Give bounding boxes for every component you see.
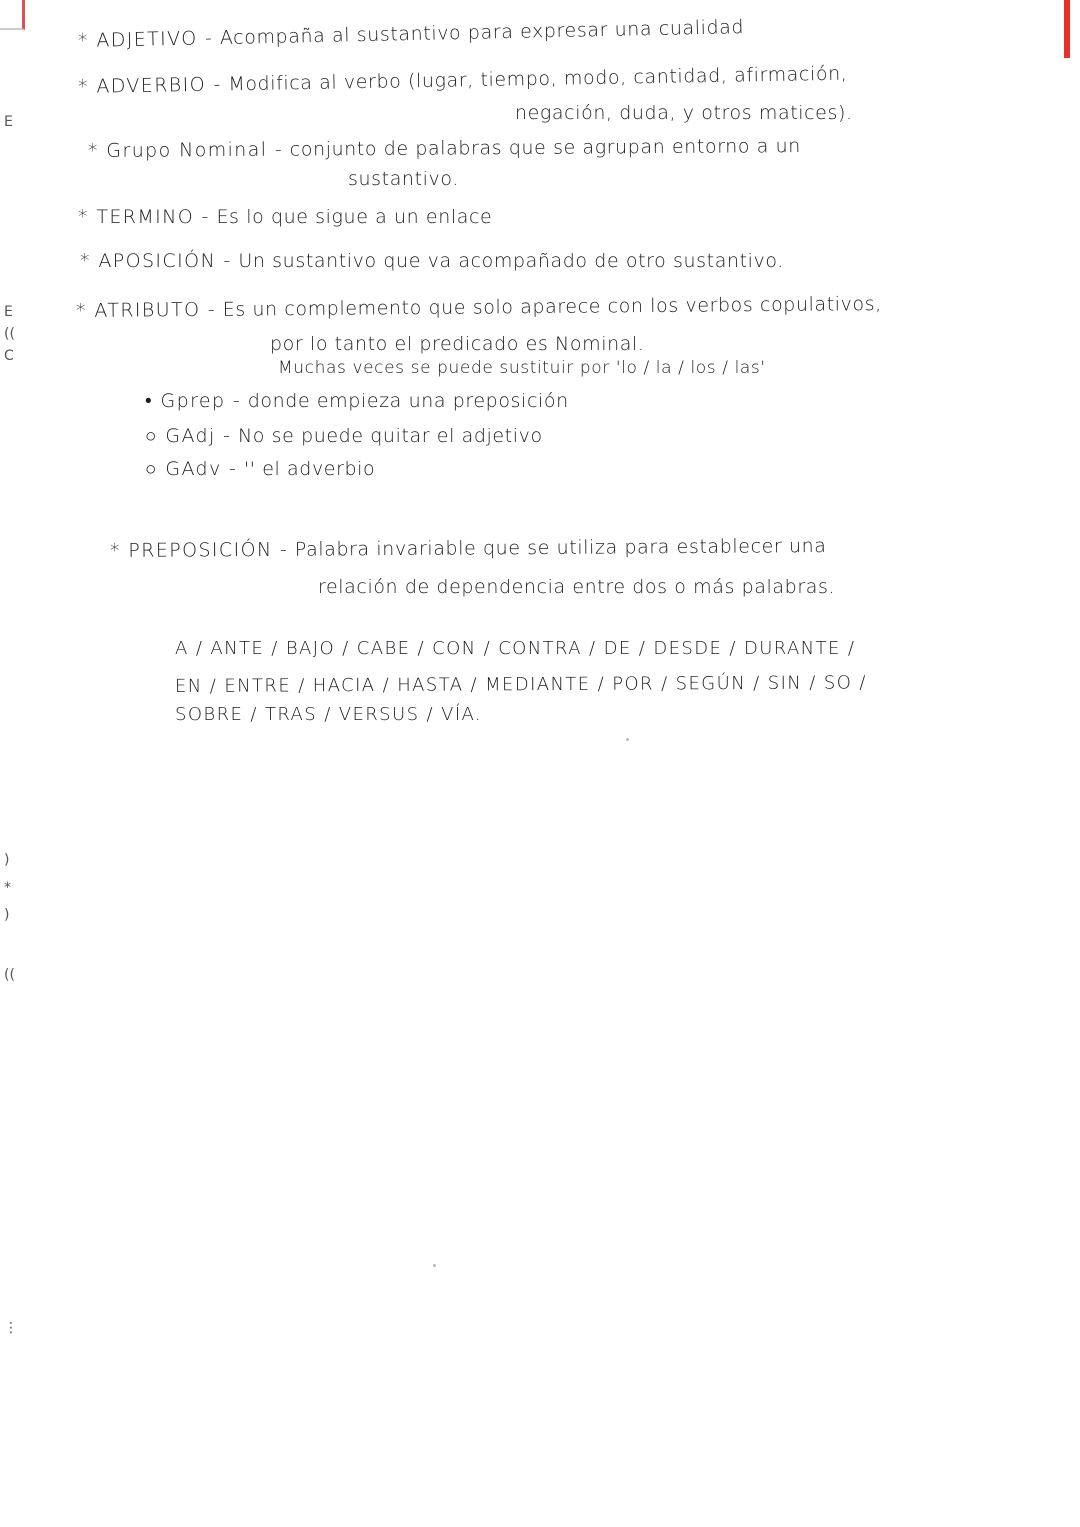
margin-mark: E [4,304,13,320]
note-grupo-nominal [88,135,801,162]
term: • Gprep - [145,390,242,412]
margin-mark: ⋮ [4,1320,18,1336]
term: ○ GAdj - [145,425,232,447]
definition: Acompaña al sustantivo para expresar una cualidad [219,16,745,50]
speck [433,1264,436,1267]
preposition-list-line: SOBRE / TRAS / VERSUS / VÍA. [175,704,483,725]
preposition-list-line: EN / ENTRE / HACIA / HASTA / MEDIANTE / POR / SEGÚN / SIN / SO / [174,672,867,697]
margin-mark: ) [4,852,10,868]
note-gadj [145,425,543,448]
margin-mark: * [4,880,11,896]
definition-continued: sustantivo. [348,168,459,190]
term: * ATRIBUTO - [75,298,217,322]
note-gadv [145,458,375,481]
preposition-list-line: A / ANTE / BAJO / CABE / CON / CONTRA / DE / DESDE / DURANTE / [175,638,856,659]
note-adverbio [78,63,848,98]
definition: Palabra invariable que se utiliza para establecer una [294,534,827,561]
definition: conjunto de palabras que se agrupan entorno a un [289,135,801,161]
definition-continued: por lo tanto el predicado es Nominal. [270,333,645,355]
term: * ADJETIVO - [77,27,214,52]
note-adjetivo [78,16,744,52]
definition-continued: Muchas veces se puede sustituir por 'lo / la / los / las' [278,358,766,378]
definition: Es lo que sigue a un enlace [216,206,493,228]
term: * PREPOSICIÓN - [109,538,289,562]
term: * Grupo Nominal - [87,138,284,162]
margin-mark: ) [4,907,10,923]
note-termino [78,206,492,228]
margin-mark: E [4,114,13,130]
definition-continued: relación de dependencia entre dos o más palabras. [318,576,836,598]
margin-mark: (( [4,326,15,342]
definition: '' el adverbio [243,458,376,480]
margin-mark: C [4,348,14,364]
note-atributo [76,293,882,322]
definition: No se puede quitar el adjetivo [237,425,543,447]
term: * APOSICIÓN - [80,250,232,272]
speck [626,738,629,741]
term: * TERMINO - [78,206,210,228]
page-edge-mark [1064,0,1070,58]
margin-mark: (( [4,967,15,983]
page-edge-mark [0,0,25,30]
definition: Es un complemento que solo aparece con los verbos copulativos, [222,292,882,321]
note-gprep [145,390,569,413]
definition: Un sustantivo que va acompañado de otro sustantivo. [238,250,784,272]
term: * ADVERBIO - [77,73,222,98]
note-aposicion [80,250,784,272]
definition: Modifica al verbo (lugar, tiempo, modo, cantidad, afirmación, [228,62,848,96]
definition: donde empieza una preposición [247,390,569,412]
definition-continued: negación, duda, y otros matices). [515,102,853,124]
term: ○ GAdv - [145,458,238,480]
note-preposicion [110,535,827,562]
